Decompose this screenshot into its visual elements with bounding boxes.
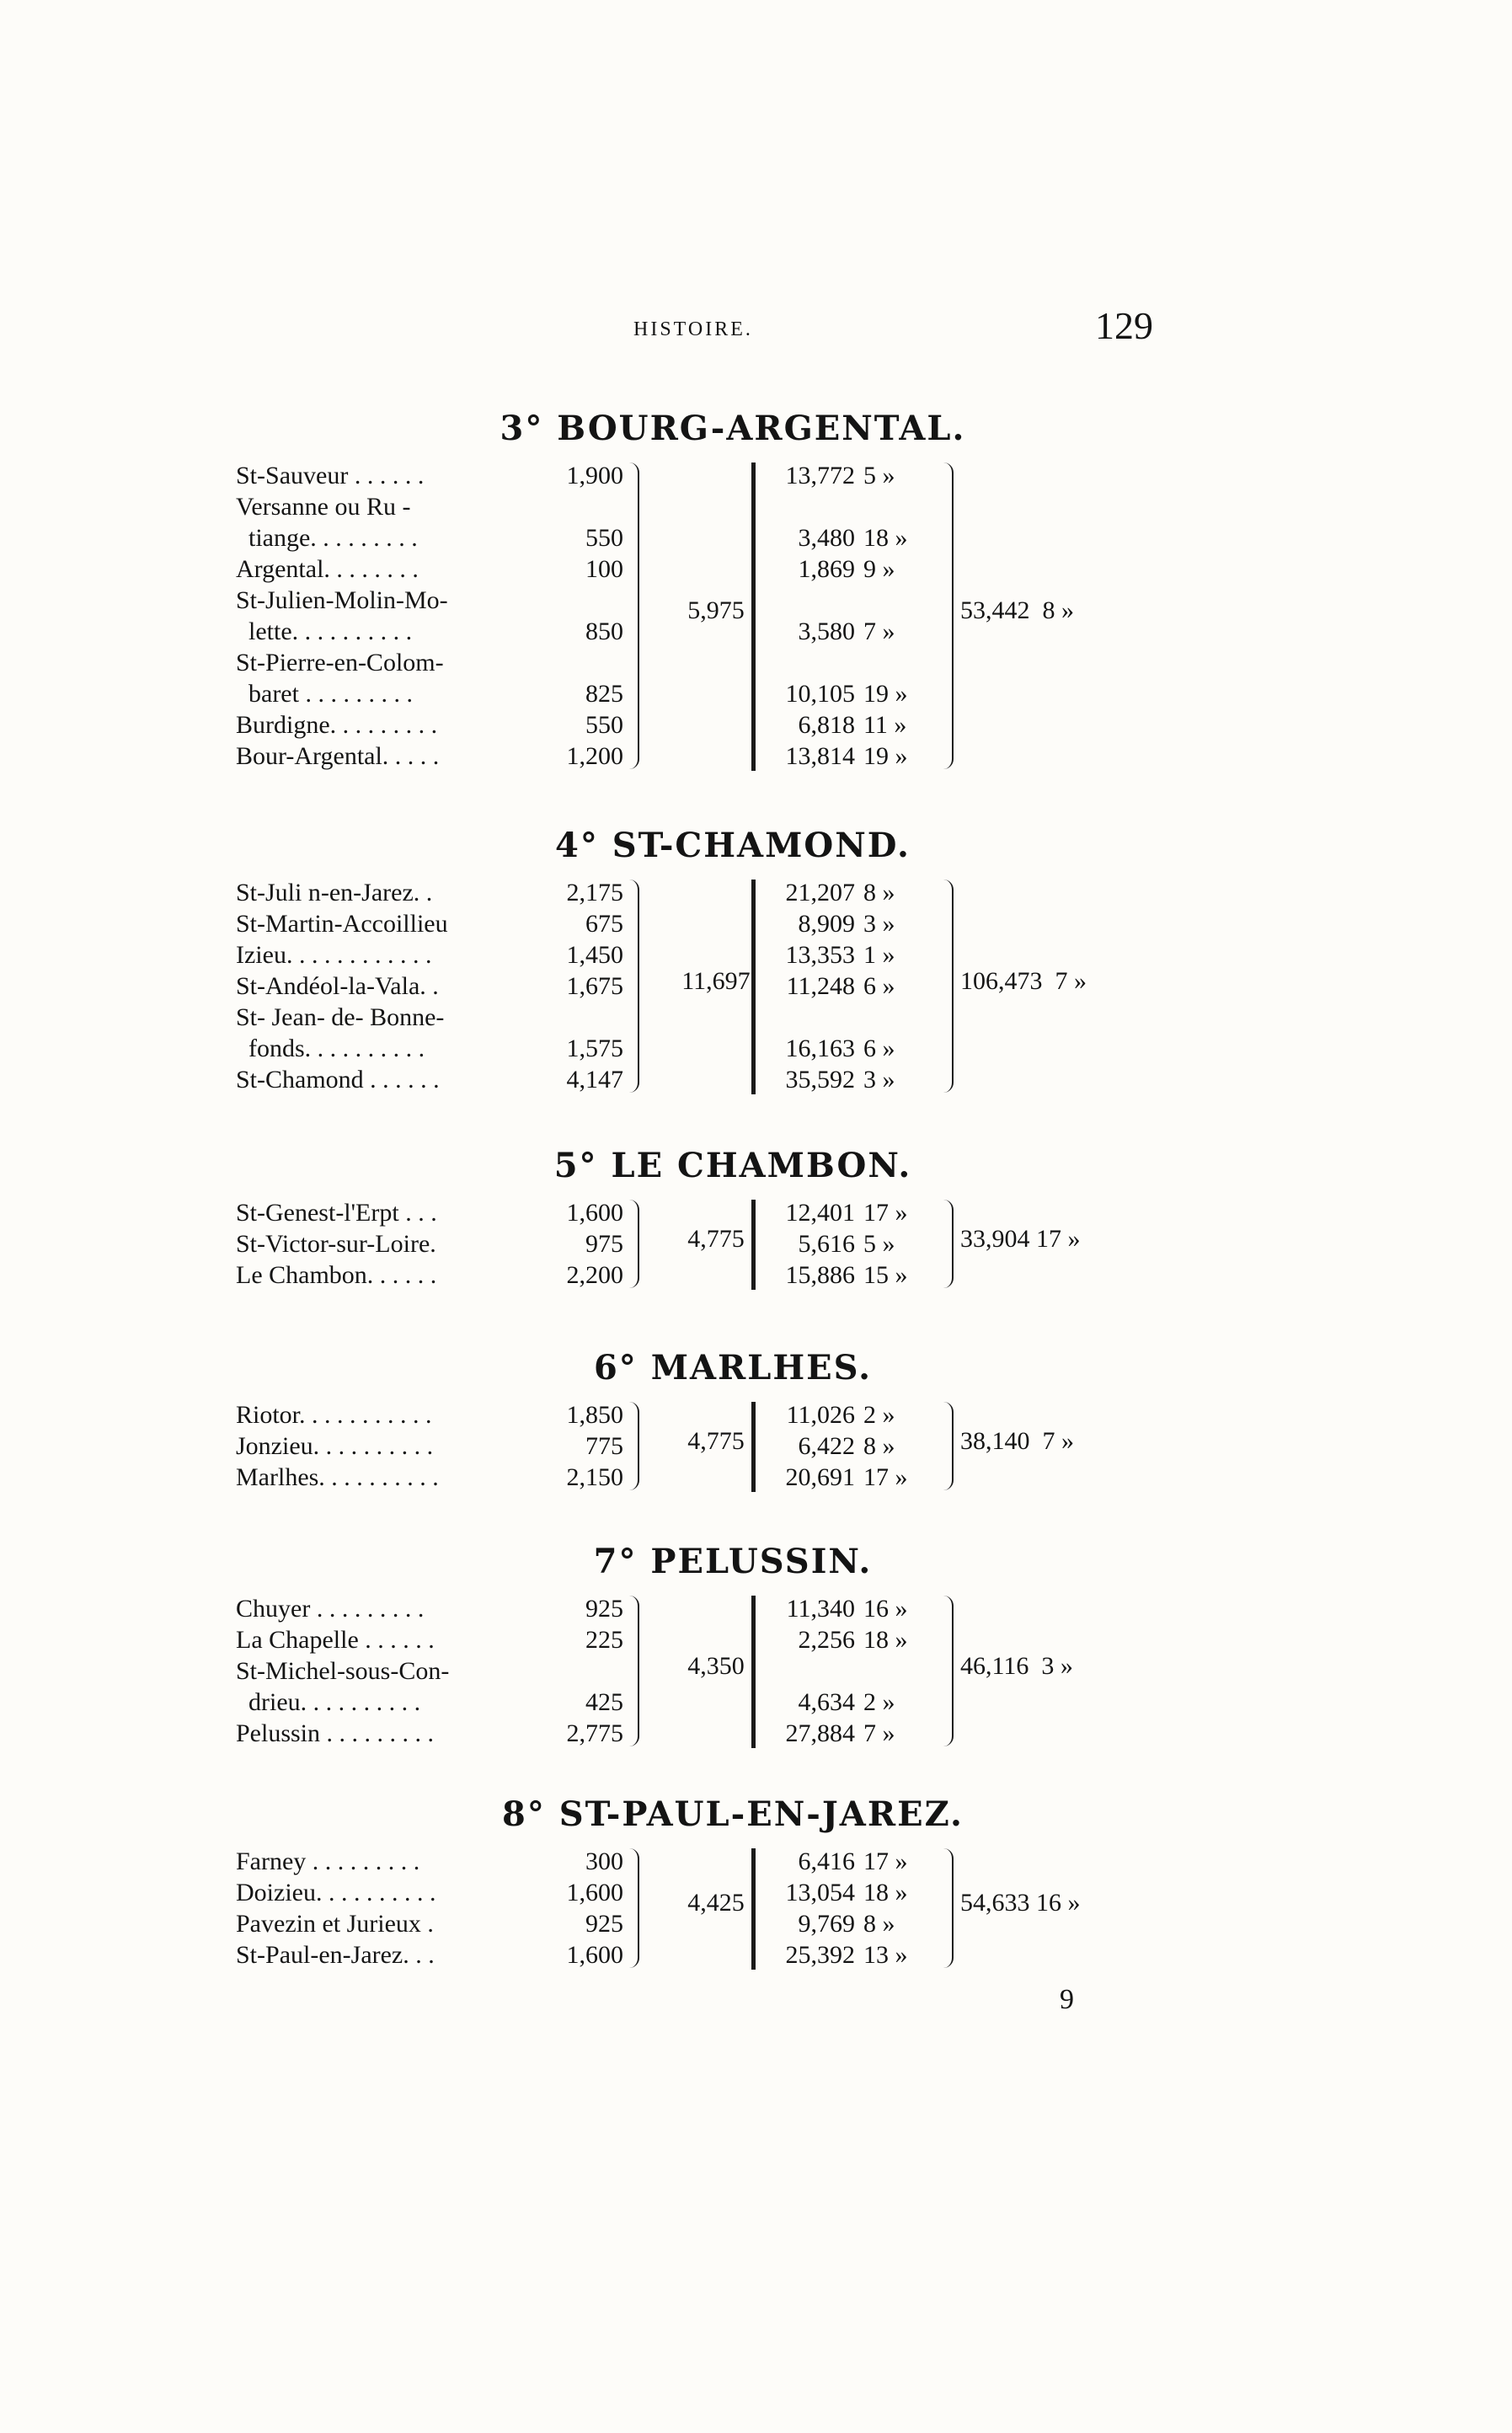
amount-total: 54,633 16 » xyxy=(960,1889,1081,1917)
section xyxy=(236,1794,1230,1980)
population-value: 1,200 xyxy=(566,742,623,770)
commune-name: St-Chamond . . . . . . xyxy=(236,1066,440,1094)
table-row xyxy=(236,554,1230,585)
commune-name: St-Andéol-la-Vala. . xyxy=(236,972,439,1000)
population-value: 925 xyxy=(585,1910,623,1938)
commune-name: Le Chambon. . . . . . xyxy=(236,1261,437,1289)
amount-total: 106,473 7 » xyxy=(960,966,1087,995)
amount-value: 11,026 xyxy=(786,1401,855,1429)
table-row xyxy=(236,1719,1230,1749)
amount-value: 13,054 xyxy=(785,1879,855,1906)
section-title: 8° ST-PAUL-EN-JAREZ. xyxy=(502,1794,964,1834)
amount-cents: 16 » xyxy=(863,1595,908,1623)
amount-cents: 6 » xyxy=(863,972,895,1000)
population-total: 4,775 xyxy=(687,1224,745,1253)
table-row xyxy=(236,461,1230,491)
amount-bar xyxy=(751,880,756,1094)
population-value: 100 xyxy=(585,555,623,583)
table-row xyxy=(236,710,1230,741)
amount-cents: 3 » xyxy=(863,1066,895,1094)
amount-value: 10,105 xyxy=(785,680,855,708)
population-value: 1,675 xyxy=(566,972,623,1000)
commune-name: St-Genest-l'Erpt . . . xyxy=(236,1199,437,1227)
population-value: 425 xyxy=(585,1688,623,1716)
table-row xyxy=(236,679,1230,709)
population-value: 1,600 xyxy=(566,1941,623,1969)
population-value: 1,900 xyxy=(566,462,623,489)
commune-name: fonds. . . . . . . . . . xyxy=(236,1035,425,1062)
commune-name: La Chapelle . . . . . . xyxy=(236,1626,435,1654)
population-total: 11,697 xyxy=(681,966,751,995)
amount-cents: 7 » xyxy=(863,618,895,645)
population-value: 1,600 xyxy=(566,1199,623,1227)
amount-cents: 8 » xyxy=(863,1432,895,1460)
table-row xyxy=(236,1034,1230,1064)
running-head: HISTOIRE. xyxy=(633,318,753,340)
commune-name: baret . . . . . . . . . xyxy=(236,680,413,708)
amount-cents: 5 » xyxy=(863,462,895,489)
amount-value: 3,580 xyxy=(798,618,855,645)
section xyxy=(236,1348,1230,1502)
amount-value: 15,886 xyxy=(785,1261,855,1289)
page-number: 129 xyxy=(1095,304,1153,347)
population-value: 850 xyxy=(585,618,623,645)
commune-name: Versanne ou Ru - xyxy=(236,493,411,521)
amount-cents: 6 » xyxy=(863,1035,895,1062)
population-value: 2,775 xyxy=(566,1719,623,1747)
commune-name: St-Julien-Molin-Mo- xyxy=(236,586,448,614)
amount-value: 12,401 xyxy=(785,1199,855,1227)
population-value: 2,150 xyxy=(566,1463,623,1491)
amount-bar xyxy=(751,463,756,771)
amount-bar xyxy=(751,1402,756,1492)
commune-name: St-Martin-Accoillieu xyxy=(236,910,448,938)
amount-cents: 7 » xyxy=(863,1719,895,1747)
amount-value: 13,814 xyxy=(785,742,855,770)
table-row xyxy=(236,909,1230,939)
section-title: 4° ST-CHAMOND. xyxy=(555,826,911,865)
amount-cents: 19 » xyxy=(863,680,908,708)
amount-cents: 15 » xyxy=(863,1261,908,1289)
section xyxy=(236,826,1230,1104)
commune-name: tiange. . . . . . . . . xyxy=(236,524,418,552)
sum-brace xyxy=(942,880,954,1093)
sum-brace xyxy=(942,463,954,769)
table-row xyxy=(236,648,1230,678)
table-row xyxy=(236,741,1230,772)
table-row xyxy=(236,1065,1230,1095)
commune-name: Doizieu. . . . . . . . . . xyxy=(236,1879,436,1906)
section xyxy=(236,409,1230,781)
amount-value: 9,769 xyxy=(798,1910,855,1938)
amount-cents: 5 » xyxy=(863,1230,895,1258)
table-row xyxy=(236,492,1230,522)
sum-brace xyxy=(942,1402,954,1490)
amount-cents: 8 » xyxy=(863,879,895,906)
sum-brace xyxy=(942,1200,954,1288)
section-title: 6° MARLHES. xyxy=(593,1348,873,1388)
amount-value: 11,248 xyxy=(786,972,855,1000)
table-row xyxy=(236,1687,1230,1718)
section-title: 5° LE CHAMBON. xyxy=(553,1146,912,1185)
amount-value: 16,163 xyxy=(785,1035,855,1062)
population-value: 925 xyxy=(585,1595,623,1623)
amount-cents: 17 » xyxy=(863,1463,908,1491)
section-title: 7° PELUSSIN. xyxy=(593,1542,873,1581)
commune-name: Farney . . . . . . . . . xyxy=(236,1847,420,1875)
section xyxy=(236,1146,1230,1300)
amount-value: 25,392 xyxy=(785,1941,855,1969)
amount-value: 5,616 xyxy=(798,1230,855,1258)
commune-name: Jonzieu. . . . . . . . . . xyxy=(236,1432,434,1460)
table-row xyxy=(236,1462,1230,1493)
amount-cents: 18 » xyxy=(863,524,908,552)
commune-name: Argental. . . . . . . . xyxy=(236,555,419,583)
population-value: 1,575 xyxy=(566,1035,623,1062)
population-total: 4,350 xyxy=(687,1651,745,1680)
population-value: 825 xyxy=(585,680,623,708)
amount-cents: 2 » xyxy=(863,1401,895,1429)
amount-value: 35,592 xyxy=(785,1066,855,1094)
amount-cents: 3 » xyxy=(863,910,895,938)
amount-cents: 9 » xyxy=(863,555,895,583)
amount-cents: 11 » xyxy=(863,711,907,739)
commune-name: St-Sauveur . . . . . . xyxy=(236,462,425,489)
table-row xyxy=(236,1260,1230,1291)
amount-bar xyxy=(751,1596,756,1748)
commune-name: Pelussin . . . . . . . . . xyxy=(236,1719,435,1747)
population-value: 4,147 xyxy=(566,1066,623,1094)
amount-value: 2,256 xyxy=(798,1626,855,1654)
amount-value: 13,353 xyxy=(785,941,855,969)
commune-name: St-Juli n-en-Jarez. . xyxy=(236,879,433,906)
section-title: 3° BOURG-ARGENTAL. xyxy=(500,409,966,448)
population-brace xyxy=(628,463,639,769)
amount-cents: 8 » xyxy=(863,1910,895,1938)
amount-value: 1,869 xyxy=(798,555,855,583)
amount-bar xyxy=(751,1848,756,1970)
commune-name: Riotor. . . . . . . . . . . xyxy=(236,1401,432,1429)
commune-name: St-Victor-sur-Loire. xyxy=(236,1230,436,1258)
amount-value: 4,634 xyxy=(798,1688,855,1716)
sum-brace xyxy=(942,1596,954,1746)
population-total: 4,425 xyxy=(687,1889,745,1917)
amount-value: 21,207 xyxy=(785,879,855,906)
amount-total: 33,904 17 » xyxy=(960,1224,1081,1253)
population-value: 675 xyxy=(585,910,623,938)
table-row xyxy=(236,878,1230,908)
amount-value: 6,818 xyxy=(798,711,855,739)
section xyxy=(236,1542,1230,1758)
commune-name: St-Paul-en-Jarez. . . xyxy=(236,1941,435,1969)
amount-value: 11,340 xyxy=(786,1595,855,1623)
amount-total: 38,140 7 » xyxy=(960,1426,1074,1455)
population-brace xyxy=(628,1200,639,1288)
signature-mark: 9 xyxy=(1060,1984,1074,2015)
amount-cents: 13 » xyxy=(863,1941,908,1969)
amount-value: 6,416 xyxy=(798,1847,855,1875)
population-value: 225 xyxy=(585,1626,623,1654)
table-row xyxy=(236,523,1230,553)
amount-cents: 1 » xyxy=(863,941,895,969)
amount-cents: 2 » xyxy=(863,1688,895,1716)
amount-value: 6,422 xyxy=(798,1432,855,1460)
population-value: 975 xyxy=(585,1230,623,1258)
commune-name: Chuyer . . . . . . . . . xyxy=(236,1595,425,1623)
population-total: 4,775 xyxy=(687,1426,745,1455)
table-row xyxy=(236,1003,1230,1033)
commune-name: St-Michel-sous-Con- xyxy=(236,1657,450,1685)
commune-name: St-Pierre-en-Colom- xyxy=(236,649,444,676)
commune-name: St- Jean- de- Bonne- xyxy=(236,1003,445,1031)
amount-value: 20,691 xyxy=(785,1463,855,1491)
population-total: 5,975 xyxy=(687,596,745,624)
amount-value: 27,884 xyxy=(785,1719,855,1747)
population-value: 550 xyxy=(585,711,623,739)
commune-name: Pavezin et Jurieux . xyxy=(236,1910,434,1938)
population-value: 550 xyxy=(585,524,623,552)
amount-cents: 17 » xyxy=(863,1199,908,1227)
amount-cents: 18 » xyxy=(863,1879,908,1906)
amount-cents: 17 » xyxy=(863,1847,908,1875)
population-value: 2,175 xyxy=(566,879,623,906)
amount-cents: 19 » xyxy=(863,742,908,770)
population-value: 775 xyxy=(585,1432,623,1460)
commune-name: Burdigne. . . . . . . . . xyxy=(236,711,438,739)
amount-total: 46,116 3 » xyxy=(960,1651,1073,1680)
table-row xyxy=(236,1847,1230,1877)
population-value: 300 xyxy=(585,1847,623,1875)
population-brace xyxy=(628,880,639,1093)
population-brace xyxy=(628,1596,639,1746)
commune-name: lette. . . . . . . . . . xyxy=(236,618,413,645)
population-brace xyxy=(628,1848,639,1968)
commune-name: Bour-Argental. . . . . xyxy=(236,742,440,770)
table-row xyxy=(236,1594,1230,1624)
population-value: 1,450 xyxy=(566,941,623,969)
commune-name: Marlhes. . . . . . . . . . xyxy=(236,1463,439,1491)
population-value: 1,850 xyxy=(566,1401,623,1429)
amount-value: 3,480 xyxy=(798,524,855,552)
amount-cents: 18 » xyxy=(863,1626,908,1654)
population-brace xyxy=(628,1402,639,1490)
table-row xyxy=(236,1940,1230,1970)
amount-value: 8,909 xyxy=(798,910,855,938)
commune-name: Izieu. . . . . . . . . . . . xyxy=(236,941,432,969)
amount-value: 13,772 xyxy=(785,462,855,489)
amount-bar xyxy=(751,1200,756,1290)
commune-name: drieu. . . . . . . . . . xyxy=(236,1688,421,1716)
population-value: 2,200 xyxy=(566,1261,623,1289)
population-value: 1,600 xyxy=(566,1879,623,1906)
sum-brace xyxy=(942,1848,954,1968)
amount-total: 53,442 8 » xyxy=(960,596,1074,624)
